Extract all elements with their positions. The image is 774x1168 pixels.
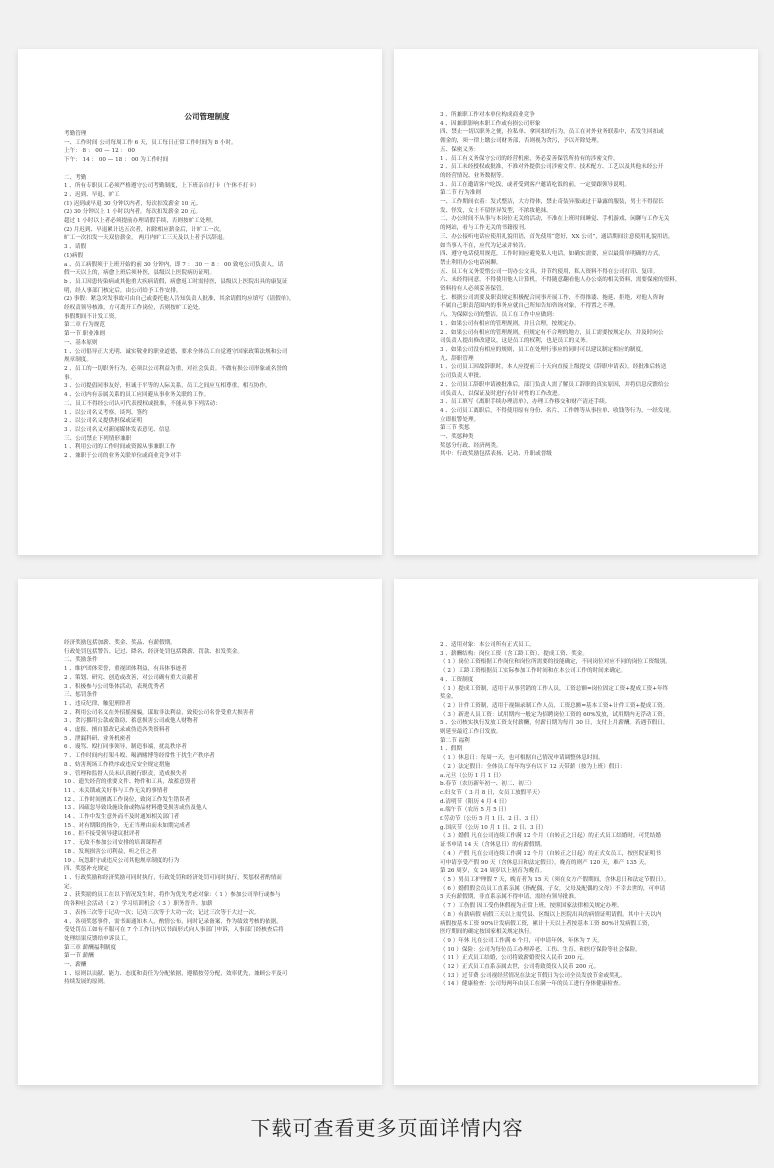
text-line: b.春节（农历新年初一、初二、初三） [440,781,535,788]
text-line: 12 、工作时间擅离工作岗位，致岗工作发生错误者 [64,796,191,803]
text-line: （ 9 ）年休 凡在公司工作满 6 个月，可申请年休，年休为 7 天。 [440,937,603,944]
text-line: 1 、公司员工因故辞职时，本人应提前三十天向直接上级提交《辞职申请表》，经批准后转送 [440,364,667,371]
text-line: （ 1 ）提成工资制，适用于从事营销的工作人员，工资总额=岗位固定工资+提成工资+年终 [440,685,669,692]
text-line: 八、为保障公司的整洁，员工在工作中应做到： [440,312,558,319]
text-line: （ 2 ）法定假日：全体员工每年均享有以下 12 天带薪（按为上班）假日： [440,763,626,770]
text-line: e.端午节（农历 5 月 5 日） [440,807,510,814]
text-line: 5 天有薪假期，非直系亲属不得申请，需经有领导批准。 [440,894,580,901]
text-line: 上午： 8 ： 00 — 12 ： 00 [64,148,135,155]
text-line: 医疗期间的确定按国家相关规定执行。 [440,929,536,936]
text-line: 7 、工作时间内打架斗殴、喝酒赌博等经常性干扰生产秩序者 [64,753,215,760]
text-line: 3 、表扬三次等于记功一次；记功三次等于大功一次；记过三次等于大过一次。 [64,909,260,916]
text-line: 的经营情况、业务数据等。 [440,172,508,179]
text-line: 2 、公司员工辞职申请被批准后，部门负责人需了解员工辞职的真实原因，并将信息反馈给公 [440,381,670,388]
text-line: （ 13 ）过节费 公司视经营情况在法定节假日为公司全员发放节金或奖礼。 [440,972,626,979]
text-line: 三、办公接听电话应使用礼貌用语，首先使用“您好，XX 公司”，通话期间注意使用礼貌用语， [440,233,674,240]
text-line: 考勤管理 [64,131,87,137]
text-line: 资料持有人必须妥善保管。 [440,286,508,293]
text-line: 五、员工有义务爱惜公司一切办公文具，并节约使用，私人资料不得在公司打印、复印。 [440,268,659,275]
text-line [64,165,350,174]
text-line: 二、员工不得经公司认可代表授权或批准，不能从事下列活动： [64,400,221,407]
text-line: 发、怪发，女士不留怪异发型，不浓妆艳抹。 [440,207,552,214]
text-line: 事。 [64,374,76,381]
text-line: 规章制度。 [64,357,92,364]
text-line: 4 、公司员工离职后，不得使用原有身份、名片、工作牌等从事拉单、收钱等行为，一经发现， [440,407,675,414]
download-more-caption: 下载可查看更多页面详情内容 [250,1116,524,1140]
text-line: b 、员工因患传染病或其他重大疾病请假，病愈返工时需持医，县级以上医院出具的康复证 [64,278,288,285]
text-line: 可申请享受产假 90 天（含休息日和法定假日），晚育的则产 120 天，难产 135 天， [440,859,650,866]
text-line: （ 2 ）工龄工资根据员工实际参加工作时间和在本公司工作的时间来确定。 [440,668,627,675]
text-line: 七、根据公司需要及职责规定积极配合同事开展工作，不得推诿、拖延、拒绝，对他人咨询 [440,294,664,301]
text-line: 一、薪酬 [64,962,87,969]
text-line: 定。 [64,883,76,890]
text-line: 旷工一次扣发一天双倍薪金， 两月内旷工三天及以上者予以辞退。 [64,235,228,242]
text-line: 第一节 职业准则 [64,331,105,338]
text-line: 3 、贪污挪用公款或盗窃、蓄意损害公司或他人财物者 [64,718,198,725]
text-line: 五、保密义务： [440,146,480,153]
text-line: 四、禁止一切以职务之便，拉私单、拿回扣的行为，员工在对外业务联系中，若发生回扣或 [440,129,664,136]
text-line: 持续发展的原则。 [64,979,109,986]
text-line: 三、惩罚条件 [64,692,98,699]
text-line: 16 、拒不接受领导建议批评者 [64,831,141,838]
text-line: a.元旦（公历 1 月 1 日） [440,772,505,779]
text-line: 如当事人不在，应代为记录并转告。 [440,242,530,249]
text-line: 6 、谩骂、殴打同事领导，制造事端，扰乱秩序者 [64,744,187,751]
document-page-2 [394,49,758,555]
text-line: 司负责人提出修改建议，这是员工的权利，也是员工的义务。 [440,338,592,345]
text-line: 1 、公司倡导正大光明、诚实敬业的职业道德，要求全体员工自觉遵守国家政策法规和公司 [64,348,288,355]
text-line: 11 、未关锁或关好事与工作无关的事情者 [64,787,168,794]
text-line: 经权责领导核准，方可离开工作岗位，否则按旷工论处。 [64,305,204,312]
text-line: (1)病假 [64,252,84,259]
text-line: 禁止利用办公电话闲聊。 [440,259,502,266]
text-line: 的各种社会活动（ 2 ）学习培训机会（ 3 ）职务晋升、加薪 [64,901,213,908]
page-text [440,641,726,989]
text-line: 3 、积极参与公司集体活动，表现优秀者 [64,683,165,690]
text-line: 5 、公司核实执行发放工资支付薪酬，付薪日期为每月 30 日，支付上月薪酬。若遇节假日， [440,720,669,727]
text-line: 一、工作期间衣着：发式整洁，大方得体，禁止奇装异服或过于暴露的服装，男士不得留长 [440,199,664,206]
text-line: 二、考勤 [64,174,87,181]
text-line: 5 、泄漏科研、业务机密者 [64,735,131,742]
text-line: 13 、因疏忽导致设施设备或物品材料遭受损害或伤及他人 [64,805,208,812]
text-line: 1 、如果公司有相应的管理规则，并且合理，按规定办。 [440,320,580,327]
text-line: 2 、如果公司有相应的管理规则，但规定有不合理的地方，员工需要按规定办，并及时向公 [440,329,664,336]
text-line: 10 、遗失经营的重要文件、物件和工具，故蓄意毁者 [64,779,196,786]
text-line: （ 10 ）保险：公司为每位员工办理养老、工伤、生育、和医疗保险等社会保险。 [440,946,641,953]
text-line: 1 、违反纪律，触犯刑律者 [64,700,131,707]
text-line: （ 5 ）男员工护理假 7 天，晚育者为 15 天（须在女方产假期间，含休息日和法定节假日）。 [440,876,670,883]
text-line: 佣金的，须一律上缴公司财务部，否则视为贪污，予以开除处理。 [440,138,603,145]
text-line: 一、基本原则 [64,339,98,346]
text-line: 假一天以上的，病愈上班后须补医，县级以上医院病历证明。 [64,270,216,277]
text-line: 3 、请假 [64,244,87,251]
text-line: （ 8 ）有薪病假 病假三天以上需凭县、区级以上医院出具的病情证明请假。其中十天以内 [440,911,662,918]
text-line: 2 、兼职于公司的业务关联单位或商业竞争对手 [64,453,182,460]
page-text [64,130,350,461]
text-line: 9 、管理和监督人员未认真履行职责，造成损失者 [64,770,187,777]
text-line: 超过 1 小时以上者必须提前办理请假手续，否则按旷工处理。 [64,218,217,225]
text-line: （ 14 ）健康检查：公司每两年由员工在满一年的员工进行身体健康检查。 [440,981,625,988]
text-line: 18 、发现损害公司利益，听之任之者 [64,848,157,855]
text-line: 第三节 奖惩 [440,425,470,432]
text-line: 15 、对有期限的指令，无正当理由而未如期完成者 [64,822,191,829]
text-line: a 、员工病假须于上班开始的前 30 分钟内，即 7 ： 30 － 8 ： 00 致电公司负责人，请 [64,261,284,268]
text-line: f.劳动节（公历 5 月 1 日、2 日、3 日） [440,816,542,823]
text-line: 六、未经得同意，不得使用他人计算机，不得随意翻看他人办公桌的相关资料，需要保密的资料， [440,277,681,284]
text-line: 一、工作时间 公司每周工作 6 天，员工每日正常工作时间为 8 小时。 [64,139,237,146]
text-line: 19 、玩忽职守或违反公司其他规章制度的行为 [64,857,180,864]
text-line: 奖金。 [440,694,457,701]
text-line: 2 、员工的一切职务行为，必须以公司利益为重，对社会负责。不做有损公司形象或名誉的 [64,365,288,372]
text-line: 2 、以公司名义提供担保或证明 [64,418,143,425]
text-line: 受处罚员工如有不服可在 7 个工作日内以书面形式向人事部门申诉，人事部门经核查后将 [64,927,284,934]
text-line: 处理结果反馈给申诉员工。 [64,935,132,942]
text-line: 3 、所兼职工作对本单位构成商业竞争 [440,112,535,118]
text-line: 第二章 行为规范 [64,322,105,329]
document-title: 公司管理制度 [184,112,230,121]
text-line: 四、遵守电话使用规范，工作时间应避免私人电话，如确实需要，应以最简单明确的方式， [440,251,664,258]
text-line: （ 2 ）计件工资制，适用于视频录制工作人员，工资总额=基本工资+计件工资+提成工资。 [440,702,669,709]
text-line: （ 1 ）休息日：每周一天，也可根据自己情况申请调整休息时间。 [440,755,604,762]
text-line: d.清明节（阳历 4 月 4 日） [440,798,510,805]
text-line: (2) 事假：紧急突发事故可由自己或委托他人告知负责人批准，其余请假均应填写《请假单》， [64,296,295,303]
text-line: 1 、以公司名义考察、谈判、签约 [64,409,148,416]
text-line: 奖惩分行政、经济两类。 [440,442,502,449]
text-line: （ 6 ）婚假假会员员工直系亲属（指配偶，子女，父母及配偶的父母）不幸去世的，可申请 [440,885,666,892]
text-line: 第三章 薪酬福利制度 [64,944,117,951]
text-line: 2 、员工未经授权或批准，不准对外提供公司涉密文件、技术配方、工艺以及其他未经公开 [440,164,664,171]
text-line: 4 、虚报、擅自篡改记录或伪造各类资料者 [64,727,171,734]
text-line: 2 、迟到、早退、旷工 [64,191,120,198]
text-line: 1 、假期 [440,746,463,753]
text-line: 2 、策划、研究、创造或改善，对公司确有重大贡献者 [64,674,198,681]
text-line: 行政处罚包括警告、记过、降名、经济处罚包括降薪、罚款、扣发奖金。 [64,648,244,655]
text-line: 4 、各项奖惩事件，需书面通知本人，酌情公布，同时记录备案，作为绩效考核的依据。 [64,918,282,925]
text-line: 则延至最近工作日发放。 [440,729,502,736]
text-line: 1 、员工有义务保守公司的经营机密，务必妥善保管所持有的涉密文件。 [440,155,619,162]
text-line: 其中：行政奖励包括表扬、记功、升职或晋级 [440,451,552,458]
text-line: 4 、因兼职影响本职工作或有损公司形象 [440,120,541,127]
text-line: 1 、行政奖励和经济奖励可同时执行，行政处罚和经济处罚可同时执行，奖惩权者酌情而 [64,874,282,881]
document-page-3 [18,579,382,1085]
text-line: c.妇女节（ 3 月 8 日，女员工放假半天） [440,789,544,796]
text-line: 1 、所有专职员工必须严格遵守公司考勤制度，上下班亲自打卡（午休不打卡） [64,183,260,190]
text-line: 第 26 周岁，女 24 周岁以上初育为晚育。 [440,868,546,875]
text-line: 1 、维护团体荣誉，重视团体利益，有具体事迹者 [64,666,187,673]
text-line: 3 、如果公司没有相应的规则，员工在处理行事应的同时可以建议制定相应的制度。 [440,346,647,353]
text-line: 经济奖励包括加薪、奖金、奖品、有薪假期。 [64,640,176,646]
text-line: 1 、利用公司的工作时间或资源从事兼职工作 [64,444,176,451]
document-page-1 [18,49,382,555]
text-line: 三、公司禁止下列情形兼职 [64,435,132,442]
text-line: 司负责人，以保证及时进行有针对性的工作改进。 [440,390,564,397]
text-line: 立即报警处理。 [440,416,480,423]
text-line: （ 1 ）岗位工资根据工作岗位和岗位所需要的技能确定，不同岗位对应不同的岗位工资级别。 [440,659,671,666]
text-line: (2) 月迟到、早退累计达五次者，扣除相应薪金后，计旷工一次。 [64,226,225,233]
text-line: 3 、员工填写《离职手续办理清单》，办理工作移交和财产清还手续。 [440,399,611,406]
text-line: 的网站，看与工作无关的书籍报刊。 [440,225,530,232]
text-line: （ 11 ）正式员工结婚，公司将致薪婚贺仪人民币 200 元。 [440,955,588,962]
text-line: 4 、公司内有亲属关系的员工应回避从事业务关联的工作。 [64,392,210,399]
text-line: 下午： 14 ： 00 — 18 ： 00 为工作时间 [64,157,169,164]
text-line: 九、辞职管理 [440,355,474,362]
text-line: (1) 迟到或早退 30 分钟以内者，每次扣发薪金 10 元。 [64,200,202,207]
text-line: 3 、以公司名义对新闻媒体发表意见、信息 [64,426,171,433]
text-line: （ 7 ）工伤假 因工受伤休假视为正常上班，按照国家法律相关规定办理。 [440,903,623,910]
text-line: （ 3 ）婚假 凡在公司连续工作满 12 个月（自转正之日起）的正式员工结婚时，可凭结婚 [440,833,661,840]
text-line: 第二节 福利 [440,737,470,744]
text-line: 明，经人事部门核定后，由公司给予工作安排。 [64,287,182,294]
page-text [64,639,350,987]
text-line: g.国庆节（公历 10 月 1 日、2 日、3 日） [440,824,547,831]
text-line: 证书申请 14 天（含休息日）的有薪假期。 [440,842,546,849]
text-line: 1 、原则以贡献、能力、态度和责任为分配依据，遵循按劳分配，效率优先，兼顾公平及可 [64,970,288,977]
text-line: 3 、员工在邀请客户吃饭，或者受到客户邀请吃饭的前，一定要跟领导说明。 [440,181,630,188]
text-line: （ 4 ）产假 凡在公司连续工作满 12 个月（自转正之日起）的正式女员工，按医院证明书 [440,850,661,857]
text-line: 2 、获奖励的员工在以下情况发生时，将作为优先考虑对象：（ 1 ）参加公司举行或参与 [64,892,281,899]
text-line: 病假按基本工资 90%计发病假工资，累计十天以上者按基本工资 80%计发病假工资， [440,920,654,927]
text-line: 17 、无故不参加公司安排的培训课程者 [64,840,163,847]
text-line: 事假期间不计发工资。 [64,313,120,320]
text-line: 二、奖励条件 [64,657,98,664]
text-line: 二、办公时间不从事与本岗位无关的活动，不准在上班时间睡觉、手机游戏、闲聊与工作无关 [440,216,670,223]
text-line: （ 3 ）新进人员工资：试用期内一般定为招聘岗位工资的 60%发放，试用期内无浮动工资。 [440,711,669,718]
text-line: 2 、利用公司名义在外招摇撞骗，谋取非法利益，致使公司名誉受重大损害者 [64,709,254,716]
text-line: 4 、工资制度 [440,676,474,683]
text-line: (2) 30 分钟以上 1 小时以内者，每次扣发薪金 20 元。 [64,209,202,216]
page-text [440,111,726,459]
text-line: 14 、工作中发生意外而不及时通知相关部门者 [64,814,180,821]
text-line: （ 12 ）正式员工直系亲属去世，公司将致奠仪人民币 200 元。 [440,964,600,971]
text-line: 公司负责人审批。 [440,373,485,380]
text-line: 第二节 行为准则 [440,190,481,197]
text-line: 四、奖惩补充规定 [64,866,109,873]
text-line: 不属自己职责范围内的事务应就自己所知告知咨询对象，不得置之不理。 [440,303,620,310]
text-line: 8 、妨害现场工作秩序或违反安全规定措施 [64,761,171,768]
text-line: 3 、公司提倡同事友好，但诚于平等的人际关系，员工之间应互相尊重，相互协作。 [64,383,271,390]
text-line: 3 、薪酬结构：岗位工资（含工龄工资）、提成工资、奖金。 [440,650,588,657]
text-line: 2 、适用对象：本公司所有正式员工。 [440,642,535,648]
text-line: 一、奖惩种类 [440,434,474,441]
document-page-4 [394,579,758,1085]
text-line: 第一节 薪酬 [64,953,94,960]
